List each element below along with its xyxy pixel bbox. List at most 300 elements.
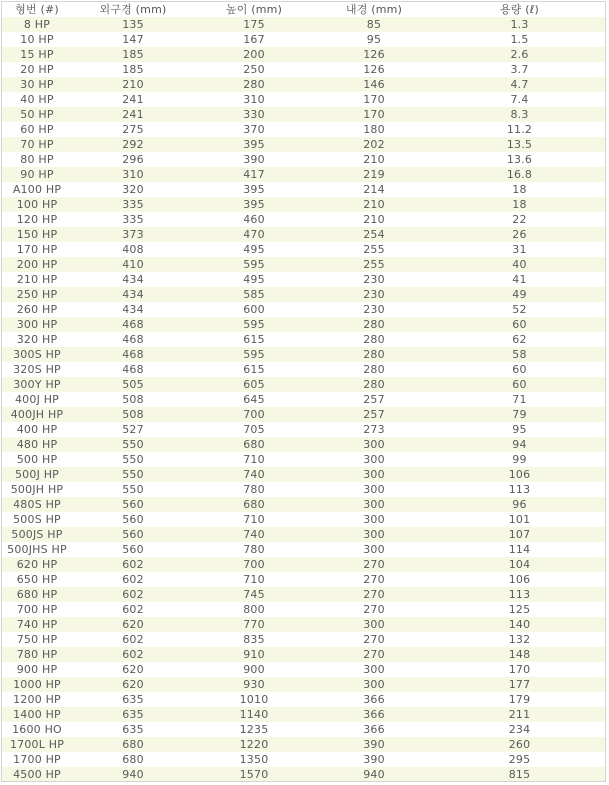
cell-inner-diameter: 270 xyxy=(314,647,434,662)
cell-capacity: 60 xyxy=(434,377,605,392)
cell-model: 500JS HP xyxy=(2,527,72,542)
cell-model: 210 HP xyxy=(2,272,72,287)
cell-outer-diameter: 620 xyxy=(72,677,194,692)
cell-outer-diameter: 241 xyxy=(72,92,194,107)
table-row xyxy=(2,647,605,662)
cell-inner-diameter: 300 xyxy=(314,437,434,452)
cell-height: 930 xyxy=(194,677,314,692)
table-row xyxy=(2,377,605,392)
cell-outer-diameter: 508 xyxy=(72,392,194,407)
cell-inner-diameter: 300 xyxy=(314,512,434,527)
table-row xyxy=(2,407,605,422)
cell-outer-diameter: 602 xyxy=(72,557,194,572)
table-row xyxy=(2,137,605,152)
cell-capacity: 8.3 xyxy=(434,107,605,122)
cell-height: 700 xyxy=(194,407,314,422)
cell-height: 1220 xyxy=(194,737,314,752)
cell-inner-diameter: 255 xyxy=(314,242,434,257)
cell-height: 910 xyxy=(194,647,314,662)
table-row xyxy=(2,677,605,692)
cell-model: 700 HP xyxy=(2,602,72,617)
cell-height: 495 xyxy=(194,272,314,287)
table-row xyxy=(2,257,605,272)
cell-inner-diameter: 300 xyxy=(314,452,434,467)
table-row xyxy=(2,167,605,182)
cell-outer-diameter: 505 xyxy=(72,377,194,392)
cell-inner-diameter: 219 xyxy=(314,167,434,182)
cell-capacity: 815 xyxy=(434,767,605,782)
cell-outer-diameter: 408 xyxy=(72,242,194,257)
cell-capacity: 13.5 xyxy=(434,137,605,152)
table-row xyxy=(2,437,605,452)
cell-model: 500JH HP xyxy=(2,482,72,497)
cell-outer-diameter: 550 xyxy=(72,467,194,482)
cell-model: 90 HP xyxy=(2,167,72,182)
cell-capacity: 3.7 xyxy=(434,62,605,77)
cell-inner-diameter: 366 xyxy=(314,692,434,707)
cell-outer-diameter: 434 xyxy=(72,287,194,302)
cell-outer-diameter: 185 xyxy=(72,47,194,62)
cell-capacity: 113 xyxy=(434,587,605,602)
cell-model: 650 HP xyxy=(2,572,72,587)
cell-height: 700 xyxy=(194,557,314,572)
cell-model: 400JH HP xyxy=(2,407,72,422)
cell-height: 495 xyxy=(194,242,314,257)
cell-height: 740 xyxy=(194,467,314,482)
cell-model: 500S HP xyxy=(2,512,72,527)
cell-outer-diameter: 560 xyxy=(72,542,194,557)
cell-outer-diameter: 147 xyxy=(72,32,194,47)
table-row xyxy=(2,317,605,332)
cell-capacity: 114 xyxy=(434,542,605,557)
cell-model: 620 HP xyxy=(2,557,72,572)
cell-model: 500JHS HP xyxy=(2,542,72,557)
cell-outer-diameter: 185 xyxy=(72,62,194,77)
cell-height: 770 xyxy=(194,617,314,632)
cell-outer-diameter: 620 xyxy=(72,662,194,677)
cell-height: 330 xyxy=(194,107,314,122)
cell-height: 585 xyxy=(194,287,314,302)
header-outer-diameter: 외구경 (mm) xyxy=(72,2,194,17)
cell-height: 710 xyxy=(194,572,314,587)
cell-outer-diameter: 410 xyxy=(72,257,194,272)
cell-model: 1700 HP xyxy=(2,752,72,767)
cell-model: 300 HP xyxy=(2,317,72,332)
cell-inner-diameter: 214 xyxy=(314,182,434,197)
table-row xyxy=(2,572,605,587)
cell-inner-diameter: 300 xyxy=(314,497,434,512)
cell-outer-diameter: 550 xyxy=(72,437,194,452)
cell-outer-diameter: 635 xyxy=(72,707,194,722)
table-body xyxy=(2,17,605,782)
cell-outer-diameter: 210 xyxy=(72,77,194,92)
cell-capacity: 60 xyxy=(434,362,605,377)
header-capacity: 용량 (ℓ) xyxy=(434,2,605,17)
table-row xyxy=(2,272,605,287)
cell-outer-diameter: 468 xyxy=(72,317,194,332)
cell-outer-diameter: 292 xyxy=(72,137,194,152)
cell-capacity: 94 xyxy=(434,437,605,452)
cell-capacity: 99 xyxy=(434,452,605,467)
cell-model: 320S HP xyxy=(2,362,72,377)
cell-outer-diameter: 296 xyxy=(72,152,194,167)
cell-capacity: 170 xyxy=(434,662,605,677)
cell-inner-diameter: 146 xyxy=(314,77,434,92)
cell-model: 780 HP xyxy=(2,647,72,662)
cell-capacity: 52 xyxy=(434,302,605,317)
table-row xyxy=(2,32,605,47)
cell-outer-diameter: 468 xyxy=(72,362,194,377)
cell-capacity: 148 xyxy=(434,647,605,662)
cell-outer-diameter: 560 xyxy=(72,527,194,542)
cell-height: 1350 xyxy=(194,752,314,767)
cell-capacity: 107 xyxy=(434,527,605,542)
cell-model: 480S HP xyxy=(2,497,72,512)
cell-inner-diameter: 230 xyxy=(314,302,434,317)
cell-capacity: 40 xyxy=(434,257,605,272)
cell-capacity: 18 xyxy=(434,182,605,197)
cell-capacity: 260 xyxy=(434,737,605,752)
cell-inner-diameter: 85 xyxy=(314,17,434,32)
cell-outer-diameter: 310 xyxy=(72,167,194,182)
cell-height: 900 xyxy=(194,662,314,677)
cell-outer-diameter: 602 xyxy=(72,632,194,647)
cell-inner-diameter: 170 xyxy=(314,92,434,107)
cell-model: 120 HP xyxy=(2,212,72,227)
cell-inner-diameter: 390 xyxy=(314,737,434,752)
table-row xyxy=(2,392,605,407)
cell-capacity: 71 xyxy=(434,392,605,407)
table-row xyxy=(2,47,605,62)
cell-outer-diameter: 680 xyxy=(72,737,194,752)
cell-height: 1010 xyxy=(194,692,314,707)
table-row xyxy=(2,542,605,557)
cell-capacity: 7.4 xyxy=(434,92,605,107)
cell-capacity: 234 xyxy=(434,722,605,737)
cell-inner-diameter: 180 xyxy=(314,122,434,137)
cell-outer-diameter: 560 xyxy=(72,497,194,512)
cell-height: 1235 xyxy=(194,722,314,737)
cell-model: A100 HP xyxy=(2,182,72,197)
cell-height: 835 xyxy=(194,632,314,647)
cell-model: 480 HP xyxy=(2,437,72,452)
cell-height: 780 xyxy=(194,542,314,557)
cell-height: 710 xyxy=(194,452,314,467)
cell-model: 1700L HP xyxy=(2,737,72,752)
cell-capacity: 58 xyxy=(434,347,605,362)
cell-capacity: 106 xyxy=(434,572,605,587)
table-row xyxy=(2,227,605,242)
cell-height: 370 xyxy=(194,122,314,137)
cell-outer-diameter: 275 xyxy=(72,122,194,137)
table-row xyxy=(2,617,605,632)
cell-inner-diameter: 254 xyxy=(314,227,434,242)
cell-outer-diameter: 560 xyxy=(72,512,194,527)
cell-outer-diameter: 434 xyxy=(72,302,194,317)
cell-outer-diameter: 335 xyxy=(72,197,194,212)
table-row xyxy=(2,662,605,677)
cell-height: 600 xyxy=(194,302,314,317)
cell-height: 1140 xyxy=(194,707,314,722)
cell-model: 40 HP xyxy=(2,92,72,107)
cell-inner-diameter: 300 xyxy=(314,467,434,482)
cell-capacity: 2.6 xyxy=(434,47,605,62)
cell-model: 500 HP xyxy=(2,452,72,467)
cell-model: 10 HP xyxy=(2,32,72,47)
table-row xyxy=(2,557,605,572)
cell-height: 280 xyxy=(194,77,314,92)
cell-outer-diameter: 373 xyxy=(72,227,194,242)
header-height: 높이 (mm) xyxy=(194,2,314,17)
cell-inner-diameter: 210 xyxy=(314,197,434,212)
table-row xyxy=(2,182,605,197)
cell-model: 900 HP xyxy=(2,662,72,677)
cell-height: 740 xyxy=(194,527,314,542)
cell-capacity: 13.6 xyxy=(434,152,605,167)
cell-outer-diameter: 550 xyxy=(72,452,194,467)
table-row xyxy=(2,602,605,617)
table-row xyxy=(2,482,605,497)
spec-table-container xyxy=(1,1,606,782)
cell-model: 60 HP xyxy=(2,122,72,137)
cell-height: 645 xyxy=(194,392,314,407)
cell-height: 395 xyxy=(194,182,314,197)
cell-inner-diameter: 390 xyxy=(314,752,434,767)
cell-inner-diameter: 210 xyxy=(314,152,434,167)
cell-model: 260 HP xyxy=(2,302,72,317)
cell-capacity: 104 xyxy=(434,557,605,572)
table-row xyxy=(2,752,605,767)
header-inner-diameter: 내경 (mm) xyxy=(314,2,434,17)
cell-outer-diameter: 602 xyxy=(72,587,194,602)
table-row xyxy=(2,632,605,647)
cell-capacity: 60 xyxy=(434,317,605,332)
cell-model: 750 HP xyxy=(2,632,72,647)
cell-height: 200 xyxy=(194,47,314,62)
cell-capacity: 1.5 xyxy=(434,32,605,47)
cell-capacity: 79 xyxy=(434,407,605,422)
cell-model: 680 HP xyxy=(2,587,72,602)
cell-model: 300Y HP xyxy=(2,377,72,392)
cell-capacity: 140 xyxy=(434,617,605,632)
cell-capacity: 18 xyxy=(434,197,605,212)
cell-model: 250 HP xyxy=(2,287,72,302)
table-row xyxy=(2,122,605,137)
cell-inner-diameter: 270 xyxy=(314,632,434,647)
cell-model: 1600 HO xyxy=(2,722,72,737)
cell-model: 1200 HP xyxy=(2,692,72,707)
cell-capacity: 26 xyxy=(434,227,605,242)
table-row xyxy=(2,212,605,227)
cell-inner-diameter: 255 xyxy=(314,257,434,272)
cell-outer-diameter: 602 xyxy=(72,602,194,617)
table-header xyxy=(2,2,605,17)
cell-outer-diameter: 468 xyxy=(72,332,194,347)
cell-model: 740 HP xyxy=(2,617,72,632)
cell-capacity: 295 xyxy=(434,752,605,767)
cell-height: 175 xyxy=(194,17,314,32)
cell-model: 50 HP xyxy=(2,107,72,122)
cell-height: 167 xyxy=(194,32,314,47)
cell-outer-diameter: 940 xyxy=(72,767,194,782)
cell-inner-diameter: 280 xyxy=(314,332,434,347)
cell-inner-diameter: 280 xyxy=(314,377,434,392)
table-row xyxy=(2,197,605,212)
table-row xyxy=(2,512,605,527)
cell-height: 395 xyxy=(194,197,314,212)
cell-capacity: 177 xyxy=(434,677,605,692)
cell-inner-diameter: 126 xyxy=(314,47,434,62)
cell-capacity: 1.3 xyxy=(434,17,605,32)
cell-inner-diameter: 940 xyxy=(314,767,434,782)
cell-outer-diameter: 620 xyxy=(72,617,194,632)
table-row xyxy=(2,692,605,707)
cell-outer-diameter: 508 xyxy=(72,407,194,422)
cell-model: 15 HP xyxy=(2,47,72,62)
table-row xyxy=(2,467,605,482)
table-row xyxy=(2,587,605,602)
cell-inner-diameter: 280 xyxy=(314,317,434,332)
cell-height: 595 xyxy=(194,257,314,272)
cell-height: 745 xyxy=(194,587,314,602)
cell-capacity: 16.8 xyxy=(434,167,605,182)
cell-inner-diameter: 300 xyxy=(314,482,434,497)
table-row xyxy=(2,62,605,77)
cell-model: 320 HP xyxy=(2,332,72,347)
cell-model: 170 HP xyxy=(2,242,72,257)
cell-height: 615 xyxy=(194,332,314,347)
cell-inner-diameter: 300 xyxy=(314,662,434,677)
table-row xyxy=(2,152,605,167)
cell-height: 680 xyxy=(194,437,314,452)
cell-inner-diameter: 300 xyxy=(314,527,434,542)
cell-inner-diameter: 270 xyxy=(314,572,434,587)
cell-inner-diameter: 270 xyxy=(314,602,434,617)
table-row xyxy=(2,707,605,722)
cell-height: 1570 xyxy=(194,767,314,782)
table-row xyxy=(2,347,605,362)
cell-inner-diameter: 170 xyxy=(314,107,434,122)
cell-height: 595 xyxy=(194,317,314,332)
cell-capacity: 113 xyxy=(434,482,605,497)
cell-outer-diameter: 434 xyxy=(72,272,194,287)
table-row xyxy=(2,92,605,107)
cell-model: 30 HP xyxy=(2,77,72,92)
table-row xyxy=(2,107,605,122)
cell-inner-diameter: 273 xyxy=(314,422,434,437)
cell-inner-diameter: 230 xyxy=(314,272,434,287)
cell-capacity: 41 xyxy=(434,272,605,287)
cell-capacity: 31 xyxy=(434,242,605,257)
cell-outer-diameter: 468 xyxy=(72,347,194,362)
cell-capacity: 101 xyxy=(434,512,605,527)
cell-outer-diameter: 680 xyxy=(72,752,194,767)
cell-capacity: 4.7 xyxy=(434,77,605,92)
cell-outer-diameter: 241 xyxy=(72,107,194,122)
cell-height: 800 xyxy=(194,602,314,617)
cell-model: 300S HP xyxy=(2,347,72,362)
cell-inner-diameter: 300 xyxy=(314,542,434,557)
cell-height: 780 xyxy=(194,482,314,497)
cell-height: 390 xyxy=(194,152,314,167)
cell-model: 1400 HP xyxy=(2,707,72,722)
table-row xyxy=(2,17,605,32)
cell-capacity: 49 xyxy=(434,287,605,302)
cell-outer-diameter: 135 xyxy=(72,17,194,32)
cell-outer-diameter: 602 xyxy=(72,572,194,587)
cell-inner-diameter: 202 xyxy=(314,137,434,152)
cell-height: 250 xyxy=(194,62,314,77)
cell-model: 4500 HP xyxy=(2,767,72,782)
cell-outer-diameter: 635 xyxy=(72,692,194,707)
cell-model: 8 HP xyxy=(2,17,72,32)
cell-inner-diameter: 366 xyxy=(314,722,434,737)
table-row xyxy=(2,302,605,317)
table-row xyxy=(2,242,605,257)
cell-capacity: 11.2 xyxy=(434,122,605,137)
cell-model: 80 HP xyxy=(2,152,72,167)
cell-inner-diameter: 230 xyxy=(314,287,434,302)
cell-inner-diameter: 257 xyxy=(314,407,434,422)
cell-model: 100 HP xyxy=(2,197,72,212)
cell-model: 200 HP xyxy=(2,257,72,272)
cell-height: 595 xyxy=(194,347,314,362)
cell-inner-diameter: 126 xyxy=(314,62,434,77)
header-row xyxy=(2,2,605,17)
cell-capacity: 62 xyxy=(434,332,605,347)
cell-model: 20 HP xyxy=(2,62,72,77)
cell-outer-diameter: 527 xyxy=(72,422,194,437)
cell-height: 680 xyxy=(194,497,314,512)
table-row xyxy=(2,497,605,512)
table-row xyxy=(2,767,605,782)
cell-height: 417 xyxy=(194,167,314,182)
cell-outer-diameter: 335 xyxy=(72,212,194,227)
cell-outer-diameter: 550 xyxy=(72,482,194,497)
cell-outer-diameter: 602 xyxy=(72,647,194,662)
cell-height: 460 xyxy=(194,212,314,227)
cell-capacity: 132 xyxy=(434,632,605,647)
cell-inner-diameter: 95 xyxy=(314,32,434,47)
table-row xyxy=(2,737,605,752)
table-row xyxy=(2,362,605,377)
cell-inner-diameter: 270 xyxy=(314,557,434,572)
cell-capacity: 211 xyxy=(434,707,605,722)
cell-model: 400J HP xyxy=(2,392,72,407)
cell-inner-diameter: 210 xyxy=(314,212,434,227)
cell-height: 605 xyxy=(194,377,314,392)
cell-inner-diameter: 257 xyxy=(314,392,434,407)
cell-inner-diameter: 280 xyxy=(314,362,434,377)
table-row xyxy=(2,287,605,302)
cell-capacity: 106 xyxy=(434,467,605,482)
cell-inner-diameter: 366 xyxy=(314,707,434,722)
table-row xyxy=(2,332,605,347)
cell-inner-diameter: 300 xyxy=(314,617,434,632)
cell-height: 310 xyxy=(194,92,314,107)
spec-table xyxy=(2,2,605,782)
cell-model: 400 HP xyxy=(2,422,72,437)
table-row xyxy=(2,422,605,437)
table-row xyxy=(2,452,605,467)
table-row xyxy=(2,77,605,92)
cell-outer-diameter: 635 xyxy=(72,722,194,737)
cell-height: 470 xyxy=(194,227,314,242)
cell-height: 710 xyxy=(194,512,314,527)
table-row xyxy=(2,527,605,542)
cell-height: 395 xyxy=(194,137,314,152)
cell-height: 615 xyxy=(194,362,314,377)
